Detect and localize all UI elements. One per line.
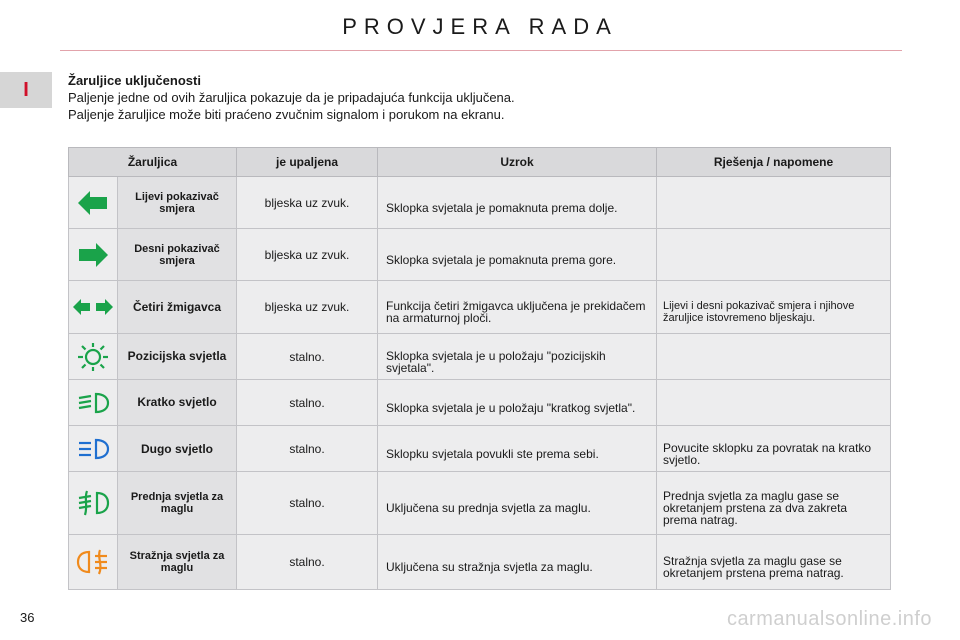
indicator-name: Dugo svjetlo bbox=[118, 426, 237, 472]
indicator-note bbox=[657, 177, 891, 229]
table-row bbox=[69, 281, 891, 334]
indicator-cause: Uključena su stražnja svjetla za maglu. bbox=[378, 535, 657, 590]
table-row bbox=[69, 472, 891, 535]
indicator-name: Pozicijska svjetla bbox=[118, 334, 237, 380]
indicator-table bbox=[68, 147, 891, 590]
indicator-note: Lijevi i desni pokazivač smjera i njihove žaruljice istovremeno bljeskaju. bbox=[657, 281, 891, 334]
indicator-name: Prednja svjetla za maglu bbox=[118, 472, 237, 535]
front-fog-icon bbox=[69, 472, 118, 535]
indicator-state: stalno. bbox=[237, 472, 378, 535]
header-indicator: Žaruljica bbox=[69, 148, 237, 177]
table-row bbox=[69, 229, 891, 281]
indicator-name: Stražnja svjetla za maglu bbox=[118, 535, 237, 590]
indicator-cause: Funkcija četiri žmigavca uključena je prekidačem na armaturnoj ploči. bbox=[378, 281, 657, 334]
indicator-note: Stražnja svjetla za maglu gase se okretanjem prstena prema natrag. bbox=[657, 535, 891, 590]
low-beam-icon bbox=[69, 380, 118, 426]
indicator-name: Desni pokazivač smjera bbox=[118, 229, 237, 281]
indicator-state: bljeska uz zvuk. bbox=[237, 229, 378, 281]
table-row bbox=[69, 535, 891, 590]
table-row bbox=[69, 380, 891, 426]
indicator-name: Kratko svjetlo bbox=[118, 380, 237, 426]
high-beam-icon bbox=[69, 426, 118, 472]
indicator-cause: Uključena su prednja svjetla za maglu. bbox=[378, 472, 657, 535]
intro-heading: Žaruljice uključenosti bbox=[68, 73, 201, 88]
indicator-cause: Sklopku svjetala povukli ste prema sebi. bbox=[378, 426, 657, 472]
intro-line-1: Paljenje jedne od ovih žaruljica pokazuje da je pripadajuća funkcija uključena. bbox=[68, 90, 515, 105]
indicator-state: bljeska uz zvuk. bbox=[237, 281, 378, 334]
right-turn-arrow-icon bbox=[69, 229, 118, 281]
indicator-note: Prednja svjetla za maglu gase se okretanjem prstena za dva zakreta prema natrag. bbox=[657, 472, 891, 535]
position-lights-icon bbox=[69, 334, 118, 380]
table-row bbox=[69, 426, 891, 472]
indicator-name: Četiri žmigavca bbox=[118, 281, 237, 334]
header-cause: Uzrok bbox=[378, 148, 657, 177]
left-turn-arrow-icon bbox=[69, 177, 118, 229]
intro-line-2: Paljenje žaruljice može biti praćeno zvučnim signalom i porukom na ekranu. bbox=[68, 107, 505, 122]
indicator-note bbox=[657, 334, 891, 380]
intro-section bbox=[68, 72, 868, 123]
indicator-note bbox=[657, 380, 891, 426]
header-state: je upaljena bbox=[237, 148, 378, 177]
table-header-row bbox=[69, 148, 891, 177]
indicator-note: Povucite sklopku za povratak na kratko svjetlo. bbox=[657, 426, 891, 472]
table-row bbox=[69, 334, 891, 380]
indicator-cause: Sklopka svjetala je pomaknuta prema dolje. bbox=[378, 177, 657, 229]
rear-fog-icon bbox=[69, 535, 118, 590]
indicator-state: bljeska uz zvuk. bbox=[237, 177, 378, 229]
watermark: carmanualsonline.info bbox=[726, 608, 932, 630]
table-row bbox=[69, 177, 891, 229]
page-number: 36 bbox=[20, 610, 35, 625]
indicator-cause: Sklopka svjetala je pomaknuta prema gore. bbox=[378, 229, 657, 281]
indicator-state: stalno. bbox=[237, 426, 378, 472]
indicator-cause: Sklopka svjetala je u položaju "kratkog svjetla". bbox=[378, 380, 657, 426]
indicator-state: stalno. bbox=[237, 380, 378, 426]
indicator-name: Lijevi pokazivač smjera bbox=[118, 177, 237, 229]
indicator-state: stalno. bbox=[237, 334, 378, 380]
chapter-tab-label: I bbox=[23, 78, 29, 101]
hazard-arrows-icon bbox=[69, 281, 118, 334]
indicator-note bbox=[657, 229, 891, 281]
page-title: PROVJERA RADA bbox=[342, 14, 618, 39]
chapter-tab[interactable] bbox=[0, 72, 52, 108]
title-divider bbox=[60, 50, 902, 51]
indicator-state: stalno. bbox=[237, 535, 378, 590]
header-notes: Rješenja / napomene bbox=[657, 148, 891, 177]
indicator-cause: Sklopka svjetala je u položaju "pozicijskih svjetala". bbox=[378, 334, 657, 380]
